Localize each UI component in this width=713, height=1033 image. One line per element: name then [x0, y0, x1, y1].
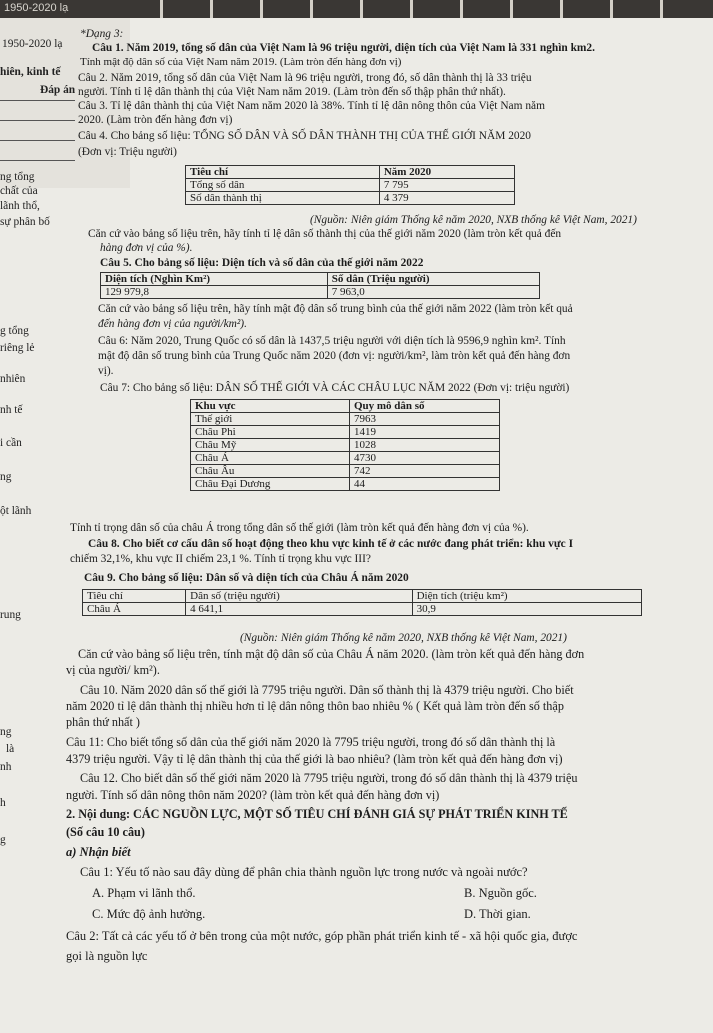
table-cell: 4730 — [349, 452, 499, 465]
table-cell: 30,9 — [412, 603, 641, 616]
option-a: A. Phạm vi lãnh thổ. — [92, 886, 196, 900]
table-cell: Tổng số dân — [186, 179, 380, 192]
option-d: D. Thời gian. — [464, 907, 531, 921]
question-5: Câu 5. Cho bảng số liệu: Diện tích và số dân của thế giới năm 2022 — [100, 257, 424, 269]
source-note: (Nguồn: Niên giám Thống kê năm 2020, NXB thống kê Việt Nam, 2021) — [240, 632, 567, 644]
table-header: Diện tích (triệu km²) — [412, 590, 641, 603]
margin-text: ột lãnh — [0, 505, 32, 517]
table-row — [186, 166, 515, 179]
table-row — [101, 273, 540, 286]
question-7-task: Tính tỉ trọng dân số của châu Á trong tổng dân số thế giới (làm tròn kết quả đến hàng đơn vị của %). — [70, 522, 529, 534]
question-4-task: Căn cứ vào bảng số liệu trên, hãy tính tỉ lệ dân số thành thị của thế giới năm 2020 (làm tròn kết quả đến — [88, 228, 562, 240]
question-6-end: vị). — [98, 365, 114, 377]
question-6: Câu 6: Năm 2020, Trung Quốc có số dân là 1437,5 triệu người với diện tích là 9596,9 nghìn km². Tính — [98, 335, 566, 347]
question-10-end: phân thứ nhất ) — [66, 715, 140, 729]
table-row — [191, 400, 500, 413]
margin-text: nhiên — [0, 373, 26, 385]
question-4-unit: (Đơn vị: Triệu người) — [78, 146, 177, 158]
margin-text: lãnh thổ, — [0, 200, 40, 212]
mc-question-2: Câu 2: Tất cả các yếu tố ở bên trong của một nước, góp phần phát triển kinh tế - xã hội quốc gia, được — [66, 929, 578, 943]
table-row — [83, 590, 642, 603]
table-cell: Châu Âu — [191, 465, 350, 478]
question-4: Câu 4. Cho bảng số liệu: TỔNG SỐ DÂN VÀ SỐ DÂN THÀNH THỊ CỦA THẾ GIỚI NĂM 2020 — [78, 130, 531, 142]
margin-text: i cần — [0, 437, 22, 449]
table-cell: Châu Mỹ — [191, 439, 350, 452]
dang3-sub: Tính mật độ dân số của Việt Nam năm 2019. (Làm tròn đến hàng đơn vị) — [80, 56, 402, 68]
question-8-cont: chiếm 32,1%, khu vực II chiếm 23,1 %. Tính tỉ trọng khu vực III? — [70, 553, 371, 565]
table-row — [191, 426, 500, 439]
table-cell: Số dân thành thị — [186, 192, 380, 205]
margin-text: rung — [0, 609, 21, 621]
question-1: Câu 1. Năm 2019, tổng số dân của Việt Nam là 96 triệu người, diện tích của Việt Nam là 331 nghìn km2. — [92, 42, 595, 54]
table-cell: Châu Đại Dương — [191, 478, 350, 491]
recognition-heading: a) Nhận biết — [66, 845, 131, 859]
table-header: Quy mô dân số — [349, 400, 499, 413]
table-cell: 7 795 — [379, 179, 514, 192]
question-4-task-cont: hàng đơn vị của %). — [100, 242, 193, 254]
margin-text: ng — [0, 471, 12, 483]
question-10-cont: năm 2020 tỉ lệ dân thành thị nhiều hơn tỉ lệ dân nông thôn bao nhiêu % ( Kết quả làm tròn đến số thập — [66, 699, 564, 713]
margin-text: g — [0, 834, 6, 846]
source-note: (Nguồn: Niên giám Thống kê năm 2020, NXB thống kê Việt Nam, 2021) — [310, 214, 637, 226]
table-row — [191, 465, 500, 478]
table-row — [83, 603, 642, 616]
question-6-cont: mật độ dân số trung bình của Trung Quốc năm 2020 (đơn vị: người/km², làm tròn kết quả đến hàng đơn — [98, 350, 571, 362]
table-cell: 742 — [349, 465, 499, 478]
dang3-label: *Dạng 3: — [80, 28, 124, 40]
table-row — [186, 192, 515, 205]
table-cell: 129 979,8 — [101, 286, 328, 299]
section-2-count: (Số câu 10 câu) — [66, 825, 145, 839]
margin-text: h — [0, 797, 6, 809]
table-row — [191, 452, 500, 465]
section-2-title: 2. Nội dung: CÁC NGUỒN LỰC, MỘT SỐ TIÊU CHÍ ĐÁNH GIÁ SỰ PHÁT TRIỂN KINH TẾ — [66, 807, 568, 821]
question-2: Câu 2. Năm 2019, tổng số dân của Việt Nam là 96 triệu người, trong đó, số dân thành thị là 33 triệu — [78, 72, 532, 84]
margin-text: ng — [0, 726, 12, 738]
table-header: Tiêu chí — [83, 590, 186, 603]
question-9-task: Căn cứ vào bảng số liệu trên, tính mật độ dân số của Châu Á năm 2020. (làm tròn kết quả đến hàng đơn — [78, 647, 585, 661]
option-b: B. Nguồn gốc. — [464, 886, 537, 900]
table-cell: 44 — [349, 478, 499, 491]
table-row — [191, 439, 500, 452]
question-12-cont: người. Tính số dân nông thôn năm 2020? (làm tròn kết quả đến hàng đơn vị) — [66, 788, 440, 802]
table-cell: 4 379 — [379, 192, 514, 205]
margin-text: chất của — [0, 185, 38, 197]
question-11-cont: 4379 triệu người. Vậy tỉ lệ dân thành thị của thế giới là bao nhiêu? (làm tròn kết quả đến hàng đơn vị) — [66, 752, 563, 766]
table-row — [186, 179, 515, 192]
table-cell: Châu Á — [83, 603, 186, 616]
option-c: C. Mức độ ảnh hưởng. — [92, 907, 206, 921]
question-9: Câu 9. Cho bảng số liệu: Dân số và diện tích của Châu Á năm 2020 — [84, 572, 409, 584]
table-cell: Thế giới — [191, 413, 350, 426]
margin-text: 1950-2020 lạ — [2, 38, 63, 50]
table-asia-2020 — [82, 589, 642, 616]
question-9-task-cont: vị của người/ km²). — [66, 663, 160, 677]
table-cell: 7963 — [349, 413, 499, 426]
table-header: Dân số (triệu người) — [186, 590, 412, 603]
table-world-pop-2020 — [185, 165, 515, 205]
table-header: Số dân (Triệu người) — [327, 273, 539, 286]
question-2-cont: người. Tính tỉ lệ dân thành thị của Việt Nam năm 2019. (Làm tròn đến số thập phân thứ nhất). — [78, 86, 506, 98]
table-row — [191, 478, 500, 491]
table-cell: Châu Á — [191, 452, 350, 465]
question-5-task-cont: đến hàng đơn vị của người/km²). — [98, 318, 247, 330]
margin-text: sự phân bố — [0, 216, 50, 228]
table-cell: 1419 — [349, 426, 499, 439]
question-8: Câu 8. Cho biết cơ cấu dân số hoạt động theo khu vực kinh tế ở các nước đang phát triển: khu vực I — [88, 538, 573, 550]
question-12: Câu 12. Cho biết dân số thế giới năm 2020 là 7795 triệu người, trong đó số dân thành thị là 4379 triệu — [80, 771, 578, 785]
margin-text: g tổng — [0, 325, 29, 337]
question-7: Câu 7: Cho bảng số liệu: DÂN SỐ THẾ GIỚI VÀ CÁC CHÂU LỤC NĂM 2022 (Đơn vị: triệu người) — [100, 382, 570, 394]
mc-question-2-cont: gọi là nguồn lực — [66, 949, 148, 963]
question-10: Câu 10. Năm 2020 dân số thế giới là 7795 triệu người. Dân số thành thị là 4379 triệu người. Cho biết — [80, 683, 574, 697]
table-row — [101, 286, 540, 299]
table-cell: 4 641,1 — [186, 603, 412, 616]
table-cell: 1028 — [349, 439, 499, 452]
table-header: Tiêu chí — [186, 166, 380, 179]
top-strip-text: 1950-2020 lạ — [4, 2, 69, 14]
margin-text: nh tế — [0, 404, 23, 416]
mc-question-1: Câu 1: Yếu tố nào sau đây dùng để phân chia thành nguồn lực trong nước và ngoài nước? — [80, 865, 528, 879]
table-cell: 7 963,0 — [327, 286, 539, 299]
margin-text: Đáp án — [40, 84, 76, 96]
table-world-area-2022 — [100, 272, 540, 299]
margin-text: ng tổng — [0, 171, 35, 183]
question-5-task: Căn cứ vào bảng số liệu trên, hãy tính mật độ dân số trung bình của thế giới năm 2022 (làm tròn kết quả — [98, 303, 573, 315]
question-3: Câu 3. Tỉ lệ dân thành thị của Việt Nam năm 2020 là 38%. Tính tỉ lệ dân nông thôn của Việt Nam năm — [78, 100, 545, 112]
question-11: Câu 11: Cho biết tổng số dân của thế giới năm 2020 là 7795 triệu người, trong đó số dân thành thị là — [66, 735, 556, 749]
table-row — [191, 413, 500, 426]
table-header: Năm 2020 — [379, 166, 514, 179]
table-header: Diện tích (Nghìn Km²) — [101, 273, 328, 286]
margin-text: hiên, kinh tế — [0, 66, 61, 78]
margin-text: nh — [0, 761, 12, 773]
margin-text: riêng lẻ — [0, 342, 35, 354]
margin-text: là — [6, 743, 15, 755]
question-3-cont: 2020. (Làm tròn đến hàng đơn vị) — [78, 114, 233, 126]
table-cell: Châu Phi — [191, 426, 350, 439]
top-edge-strip — [0, 0, 713, 18]
table-header: Khu vực — [191, 400, 350, 413]
table-continents-2022 — [190, 399, 500, 491]
